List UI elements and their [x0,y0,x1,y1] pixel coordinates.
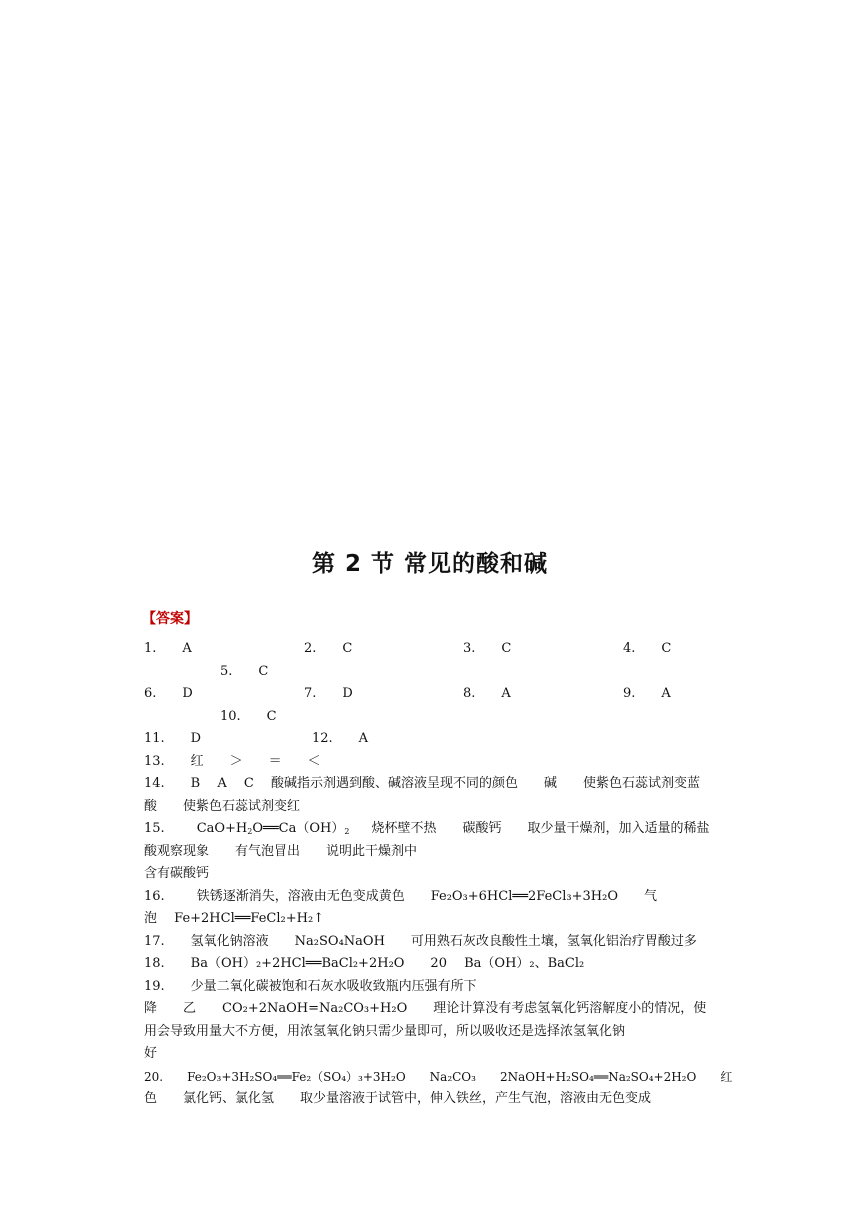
answer-16-text: 铁锈逐渐消失，溶液由无色变成黄色 Fe₂O₃+6HCl══2FeCl₃+3H₂O 气 [196,888,657,904]
answer-15-continued: 含有碳酸钙 [144,866,210,881]
choice-row-1 [144,638,718,661]
answer-content [144,638,733,1111]
answer-16-line1 [144,886,718,909]
choice-row-2-wrap [144,706,718,729]
answer-2: 2. C [304,641,353,656]
answer-6: 6. D [144,686,193,701]
choice-row-2 [144,683,718,706]
answer-heading: 【答案】 [142,611,198,627]
page-title: 第 2 节 常见的酸和碱 [311,551,549,577]
answer-15-eq-sub1: 2 [247,827,253,836]
answer-12: 12. A [312,731,369,746]
answer-14: 14. B A C 酸碱指示剂遇到酸、碱溶液呈现不同的颜色 碱 使紫色石蕊试剂变蓝 酸 使紫色石蕊试剂变红 [144,776,726,814]
answer-10: 10. C [220,708,277,724]
answer-19-line1: 19. 少量二氧化碳被饱和石灰水吸收致瓶内压强有所下 [144,978,477,994]
answer-20-line1: 20. Fe₂O₃+3H₂SO₄══Fe₂（SO₄）₃+3H₂O Na₂CO₃ 2NaOH+H₂SO₄══Na₂SO₄+2H₂O 红 [144,1069,733,1084]
answer-18: 18. Ba（OH）₂+2HCl══BaCl₂+2H₂O 20 Ba（OH）₂、BaCl₂ [144,956,585,971]
answer-15-text: 烧杯壁不热 碳酸钙 取少量干燥剂，加入适量的稀盐酸观察现象 有气泡冒出 说明此干燥剂中 [144,821,710,859]
answer-13: 13. 红 ＞ ＝ ＜ [144,753,321,769]
answer-5: 5. C [220,663,269,679]
answer-15-eq-sub2: 2 [344,827,350,836]
answer-15-eq-pre: CaO+H [196,821,248,836]
choice-row-3 [144,728,718,751]
answer-17: 17. 氢氧化钠溶液 Na₂SO₄NaOH 可用熟石灰改良酸性土壤，氢氧化铝治疗胃酸过多 [144,933,697,949]
answer-20-line2: 色 氯化钙、氯化氢 取少量溶液于试管中，伸入铁丝，产生气泡，溶液由无色变成 [144,1091,652,1106]
answer-8: 8. A [463,686,511,701]
answer-16-number: 16. [144,888,165,904]
answer-9: 9. A [623,686,671,701]
answer-11: 11. D [144,731,202,746]
answer-7: 7. D [304,686,353,701]
answer-19-line3: 好 [144,1046,158,1061]
answer-1: 1. A [144,641,192,656]
answer-3: 3. C [463,641,512,656]
answer-15-eq-mid: O══Ca（OH） [252,821,345,836]
choice-row-1-wrap [144,661,718,684]
answer-19-line2: 降 乙 CO₂+2NaOH=Na₂CO₃+H₂O 理论计算没有考虑氢氧化钙溶解度小的情况，使用会导致用量大不方便，用浓氢氧化钠只需少量即可，所以吸收还是选择浓氢氧化钠 [144,1001,707,1039]
answer-15 [144,818,718,863]
answer-4: 4. C [623,641,672,656]
answer-16-line2: 泡 Fe+2HCl══FeCl₂+H₂↑ [144,911,325,926]
answer-15-number: 15. [144,821,165,836]
